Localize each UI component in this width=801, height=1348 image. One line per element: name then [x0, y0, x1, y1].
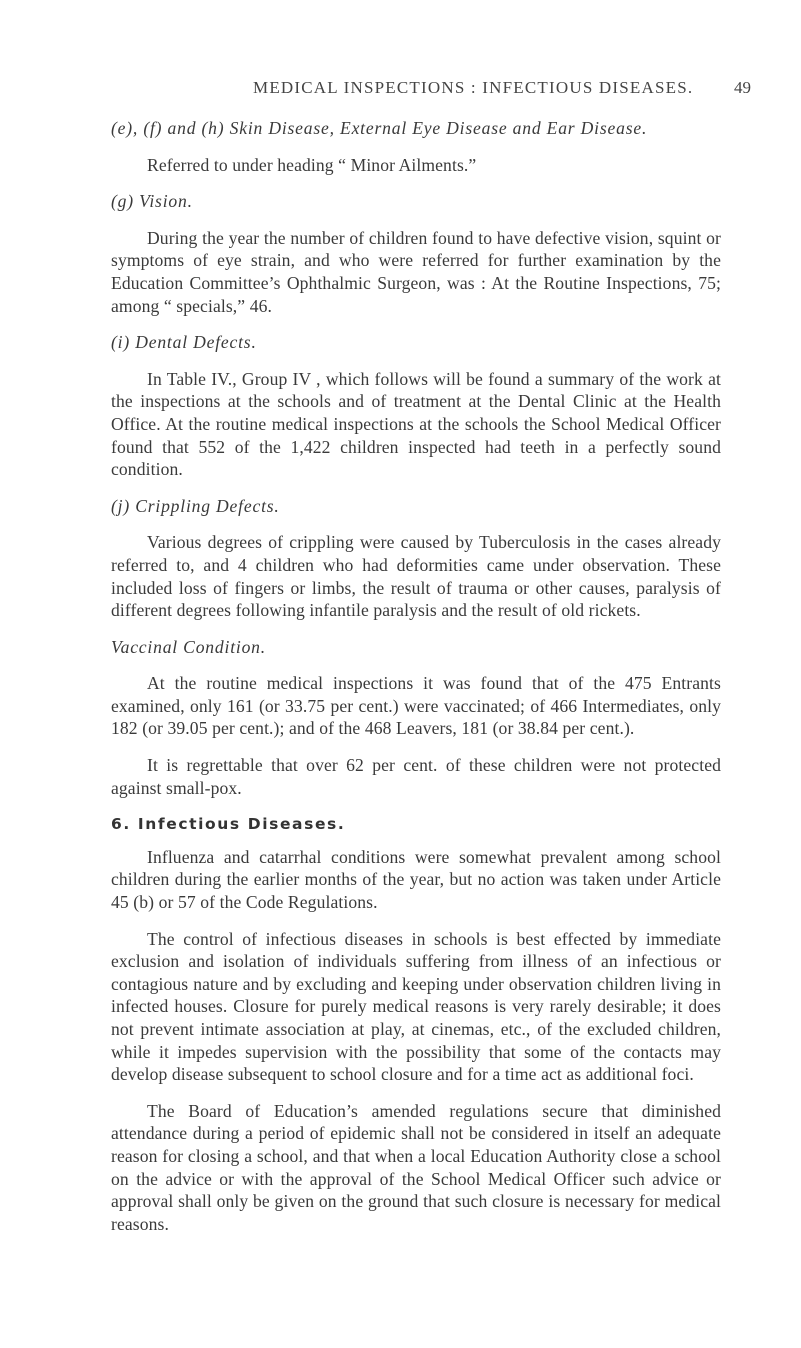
- running-head: [0, 78, 801, 102]
- running-title: MEDICAL INSPECTIONS : INFECTIOUS DISEASES.: [253, 78, 694, 97]
- paragraph-crippling: Various degrees of crippling were caused by Tuberculosis in the cases already referred to, and 4 children who had deformities came under observation. These included loss of fingers or limbs, the result of trauma or other causes, paralysis of different degrees following infantile paralysis and the result of old rickets.: [111, 532, 721, 621]
- heading-title: Crippling Defects.: [135, 495, 280, 516]
- body-text: [111, 117, 721, 1249]
- paragraph-infectious-3: The Board of Education’s amended regulations secure that diminished attendance during a period of epidemic shall not be considered in itself an adequate reason for closing a school, and that when a local Education Authority close a school on the advice or with the approval of the School Medical Officer such advice or approval shall only be given on the ground that such closure is necessary for medical reasons.: [111, 1100, 721, 1234]
- heading-title: Vision.: [139, 191, 193, 212]
- paragraph-dental: In Table IV., Group IV , which follows will be found a summary of the work at the inspections at the schools and of treatment at the Dental Clinic at the Health Office. At the routine medical inspections at the schools the School Medical Officer found that 552 of the 1,422 children inspected had teeth in a perfectly sound condition.: [111, 368, 721, 480]
- heading-label: (j): [111, 495, 131, 516]
- heading-crippling: [111, 495, 721, 518]
- heading-label: (i): [111, 332, 131, 353]
- paragraph-infectious-2: The control of infectious diseases in schools is best effected by immediate exclusion and isolation of individuals suffering from illness of an infectious or contagious nature and by excluding and keeping under observation children living in infected houses. Closure for purely medical reasons is very rarely desirable; it does not prevent intimate association at play, at cinemas, etc., of the excluded children, while it impedes supervision with the possibility that some of the contacts may develop disease subsequent to school closure and for a time act as additional foci.: [111, 928, 721, 1085]
- heading-vision: [111, 190, 721, 213]
- heading-vaccinal: Vaccinal Condition.: [111, 636, 266, 657]
- heading-title: Skin Disease, External Eye Disease and Ear Disease.: [229, 118, 648, 138]
- heading-infectious-diseases: 6. Infectious Diseases.: [111, 815, 346, 834]
- heading-title: Dental Defects.: [135, 332, 257, 353]
- paragraph-vaccinal-2: It is regrettable that over 62 per cent. of these children were not protected against small-pox.: [111, 755, 721, 798]
- heading-label: (g): [111, 191, 134, 212]
- page-number: 49: [734, 78, 751, 97]
- heading-dental: [111, 331, 721, 354]
- paragraph-minor-ailments: Referred to under heading “ Minor Ailments.”: [147, 154, 477, 175]
- paragraph-vaccinal-1: At the routine medical inspections it was found that of the 475 Entrants examined, only 161 (or 33.75 per cent.) were vaccinated; of 466 Intermediates, only 182 (or 39.05 per cent.); and of the 468 Leavers, 181 (or 38.84 per cent.).: [111, 673, 721, 739]
- paragraph-infectious-1: Influenza and catarrhal conditions were somewhat prevalent among school children during the earlier months of the year, but no action was taken under Article 45 (b) or 57 of the Code Regulations.: [111, 846, 721, 913]
- heading-skin-eye-ear: [111, 117, 721, 140]
- paragraph-vision: During the year the number of children found to have defective vision, squint or symptoms of eye strain, and who were referred for further examination by the Education Committee’s Ophthalmic Surgeon, was : At the Routine Inspections, 75; among “ specials,” 46.: [111, 227, 721, 316]
- heading-label: (e), (f) and (h): [111, 118, 225, 138]
